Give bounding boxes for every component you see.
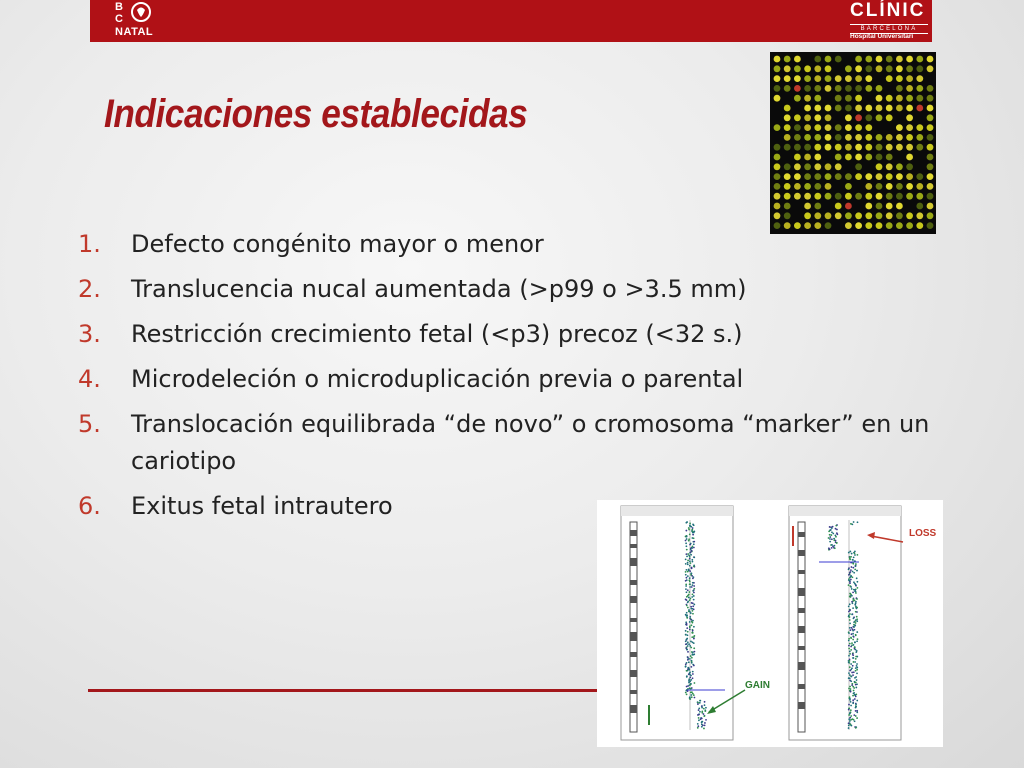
- list-item: [78, 406, 978, 480]
- clinic-name: CLÍNIC: [850, 0, 926, 21]
- list-item-text: Translocación equilibrada “de novo” o cromosoma “marker” en un cariotipo: [131, 410, 930, 475]
- cgh-panel-left: [621, 506, 745, 740]
- list-item-number: 5.: [78, 410, 101, 438]
- cgh-panel-right: [789, 506, 903, 740]
- list-item-text: Exitus fetal intrautero: [131, 492, 393, 520]
- list-item-number: 2.: [78, 275, 101, 303]
- heart-logo-icon: [130, 1, 152, 23]
- logo-letter-c: C: [115, 13, 123, 25]
- list-item-number: 4.: [78, 365, 101, 393]
- list-item-text: Restricción crecimiento fetal (<p3) precoz (<32 s.): [131, 320, 743, 348]
- header-bar: [90, 0, 932, 42]
- list-item-text: Microdeleción o microduplicación previa o parental: [131, 365, 744, 393]
- cgh-plots: [597, 500, 943, 747]
- logo-natal: NATAL: [115, 26, 154, 38]
- microarray-image: [770, 52, 936, 234]
- list-item-text: Translucencia nucal aumentada (>p99 o >3.5 mm): [131, 275, 747, 303]
- gain-label: GAIN: [745, 680, 770, 691]
- red-divider-line: [88, 689, 598, 692]
- indications-list: [78, 226, 978, 533]
- clinic-subtitle: Hospital Universitari: [850, 33, 914, 40]
- bcnatal-logo: [115, 0, 175, 42]
- clinic-logo: [848, 0, 932, 42]
- list-item-number: 6.: [78, 492, 101, 520]
- list-item: [78, 226, 978, 263]
- loss-label: LOSS: [909, 528, 937, 539]
- clinic-city: BARCELONA: [850, 24, 928, 34]
- logo-letter-b: B: [115, 1, 123, 13]
- list-item: [78, 271, 978, 308]
- slide-title: Indicaciones establecidas: [104, 92, 528, 136]
- list-item: [78, 361, 978, 398]
- list-item: [78, 316, 978, 353]
- list-item-number: 1.: [78, 230, 101, 258]
- list-item-number: 3.: [78, 320, 101, 348]
- list-item-text: Defecto congénito mayor o menor: [131, 230, 544, 258]
- microarray-spots: [770, 52, 936, 234]
- array-cgh-figure: [597, 500, 943, 747]
